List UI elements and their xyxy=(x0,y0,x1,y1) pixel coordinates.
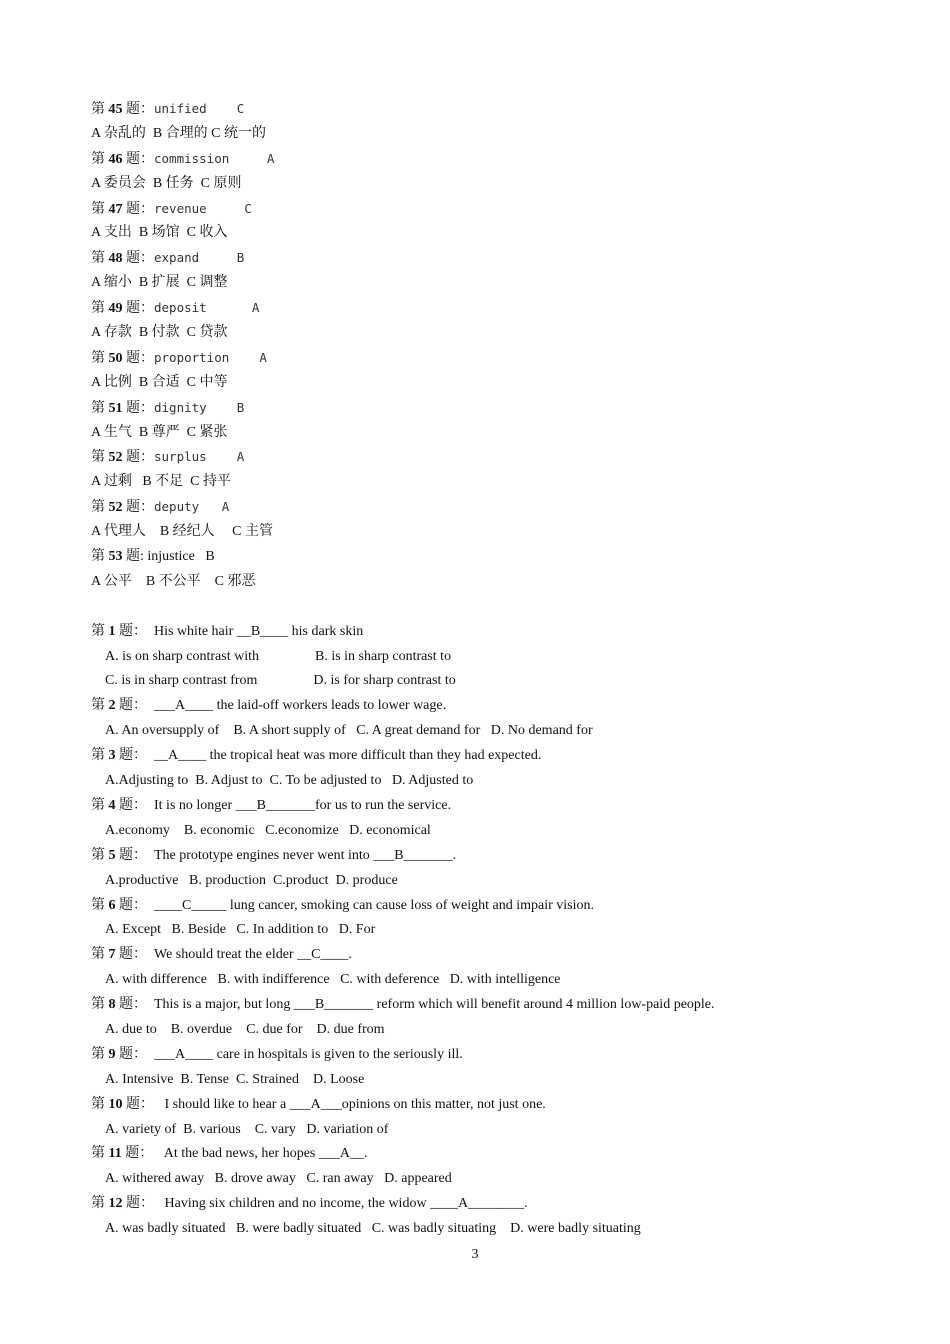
vocab-word-answer: surplus A xyxy=(154,449,245,465)
question-number: 1 xyxy=(108,623,116,639)
question-stem: At the bad news, her hopes ___A__. xyxy=(160,1146,368,1162)
question-suffix: 题： xyxy=(115,897,154,913)
question-line xyxy=(91,844,891,869)
vocab-options: A 代理人 B 经纪人 C 主管 xyxy=(91,524,274,540)
question-stem: Having six children and no income, the widow ____A________. xyxy=(161,1196,528,1212)
question-suffix: 题： xyxy=(122,151,154,167)
question-number: 6 xyxy=(108,897,116,913)
question-number: 2 xyxy=(108,698,116,714)
question-suffix: 题： xyxy=(115,748,154,764)
vocab-options: A 杂乱的 B 合理的 C 统一的 xyxy=(91,125,267,141)
question-prefix: 第 xyxy=(91,997,109,1013)
vocab-word-answer: revenue C xyxy=(154,200,252,216)
question-suffix: 题： xyxy=(121,1146,161,1162)
question-prefix: 第 xyxy=(91,947,109,963)
question-number: 7 xyxy=(108,947,116,963)
vocab-question-line xyxy=(91,346,891,371)
answer-options: A. Except B. Beside C. In addition to D. For xyxy=(105,922,376,938)
vocab-options: A 缩小 B 扩展 C 调整 xyxy=(91,275,228,291)
question-suffix: 题： xyxy=(122,350,154,366)
question-line xyxy=(91,943,891,968)
question-suffix: 题： xyxy=(115,623,154,639)
answer-options: A. is on sharp contrast with B. is in sharp contrast to xyxy=(105,648,452,664)
question-prefix: 第 xyxy=(91,102,109,117)
vocab-options: A 生气 B 尊严 C 紧张 xyxy=(91,424,228,440)
question-stem: I should like to hear a ___A___opinions on this matter, not just one. xyxy=(161,1096,546,1112)
answer-options: A. An oversupply of B. A short supply of C. A great demand for D. No demand for xyxy=(105,723,593,739)
question-stem: This is a major, but long ___B_______ reform which will benefit around 4 million low-paid people. xyxy=(154,997,715,1013)
question-stem: The prototype engines never went into ___B_______. xyxy=(154,847,457,863)
page-number: 3 xyxy=(471,1247,479,1262)
vocab-word-answer: deposit A xyxy=(154,300,260,316)
question-number: 51 xyxy=(108,400,123,416)
question-line xyxy=(91,1142,891,1167)
question-prefix: 第 xyxy=(91,1096,109,1112)
question-prefix: 第 xyxy=(91,1146,109,1162)
question-stem: We should treat the elder __C____. xyxy=(154,947,352,963)
question-suffix: 题： xyxy=(122,102,154,117)
vocab-word-answer: deputy A xyxy=(154,499,230,515)
question-number: 50 xyxy=(108,350,123,366)
question-prefix: 第 xyxy=(91,549,109,565)
vocab-word-answer: dignity B xyxy=(154,399,245,415)
question-prefix: 第 xyxy=(91,400,109,416)
question-prefix: 第 xyxy=(91,1196,109,1212)
vocab-question-line xyxy=(91,495,891,520)
question-line xyxy=(91,694,891,719)
question-line xyxy=(91,744,891,769)
vocab-question-line xyxy=(91,246,891,271)
question-line xyxy=(91,1093,891,1118)
question-number: 9 xyxy=(108,1046,116,1062)
question-stem: __A____ the tropical heat was more difficult than they had expected. xyxy=(154,748,542,764)
vocab-word-answer: injustice B xyxy=(147,549,215,565)
vocab-question-line xyxy=(91,147,891,172)
question-suffix: 题： xyxy=(122,301,154,317)
question-suffix: 题： xyxy=(115,797,154,813)
document-body xyxy=(91,97,891,1242)
answer-options: A. due to B. overdue C. due for D. due from xyxy=(105,1021,385,1037)
vocab-question-line xyxy=(91,197,891,222)
vocab-question-line xyxy=(91,97,891,122)
vocab-options: A 存款 B 付款 C 贷款 xyxy=(91,325,228,341)
answer-options: A. variety of B. various C. vary D. variation of xyxy=(105,1121,389,1137)
question-suffix: 题： xyxy=(115,698,154,714)
question-number: 46 xyxy=(108,151,123,167)
question-suffix: 题： xyxy=(122,201,154,217)
question-line xyxy=(91,620,891,645)
question-number: 52 xyxy=(108,500,123,516)
answer-options: A.economy B. economic C.economize D. economical xyxy=(105,822,431,838)
question-number: 8 xyxy=(108,997,116,1013)
vocab-options: A 公平 B 不公平 C 邪恶 xyxy=(91,573,256,589)
question-suffix: 题： xyxy=(122,1096,161,1112)
vocab-word-answer: commission A xyxy=(154,150,275,166)
question-prefix: 第 xyxy=(91,797,109,813)
question-number: 4 xyxy=(108,797,116,813)
question-prefix: 第 xyxy=(91,623,109,639)
answer-options: A.productive B. production C.product D. produce xyxy=(105,872,398,888)
question-line xyxy=(91,993,891,1018)
answer-options: C. is in sharp contrast from D. is for sharp contrast to xyxy=(105,673,456,689)
question-number: 52 xyxy=(108,450,123,466)
question-number: 47 xyxy=(108,201,123,217)
question-suffix: 题： xyxy=(122,450,154,466)
question-prefix: 第 xyxy=(91,500,109,516)
section-gap xyxy=(91,595,891,620)
question-prefix: 第 xyxy=(91,1046,109,1062)
question-number: 5 xyxy=(108,847,116,863)
question-suffix: 题： xyxy=(115,1046,154,1062)
question-line xyxy=(91,1043,891,1068)
question-number: 45 xyxy=(108,102,123,117)
vocab-options: A 过剩 B 不足 C 持平 xyxy=(91,474,232,490)
question-line xyxy=(91,794,891,819)
vocab-question-line xyxy=(91,396,891,421)
question-number: 49 xyxy=(108,301,123,317)
question-stem: ___A____ the laid-off workers leads to lower wage. xyxy=(154,698,447,714)
question-prefix: 第 xyxy=(91,251,109,267)
question-prefix: 第 xyxy=(91,748,109,764)
vocab-word-answer: proportion A xyxy=(154,349,267,365)
vocab-question-line xyxy=(91,296,891,321)
question-suffix: 题： xyxy=(122,400,154,416)
question-suffix: 题： xyxy=(115,947,154,963)
vocab-word-answer: expand B xyxy=(154,250,245,266)
question-line xyxy=(91,894,891,919)
vocab-question-line xyxy=(91,445,891,470)
vocab-options: A 委员会 B 任务 C 原则 xyxy=(91,175,242,191)
question-prefix: 第 xyxy=(91,698,109,714)
question-prefix: 第 xyxy=(91,151,109,167)
question-number: 10 xyxy=(108,1096,123,1112)
answer-options: A. Intensive B. Tense C. Strained D. Loose xyxy=(105,1071,365,1087)
question-suffix: 题： xyxy=(122,500,154,516)
vocab-word-answer: unified C xyxy=(154,101,245,116)
question-suffix: 题： xyxy=(115,997,154,1013)
answer-options: A. withered away B. drove away C. ran away D. appeared xyxy=(105,1171,452,1187)
question-number: 53 xyxy=(108,549,123,565)
question-prefix: 第 xyxy=(91,301,109,317)
question-prefix: 第 xyxy=(91,847,109,863)
answer-options: A. was badly situated B. were badly situated C. was badly situating D. were badly situating xyxy=(105,1221,641,1237)
answer-options: A.Adjusting to B. Adjust to C. To be adjusted to D. Adjusted to xyxy=(105,773,474,789)
question-prefix: 第 xyxy=(91,350,109,366)
question-number: 11 xyxy=(108,1146,122,1162)
vocab-question-line xyxy=(91,545,891,570)
question-stem: His white hair __B____ his dark skin xyxy=(154,623,364,639)
question-stem: ____C_____ lung cancer, smoking can cause loss of weight and impair vision. xyxy=(154,897,594,913)
vocab-options: A 比例 B 合适 C 中等 xyxy=(91,374,228,390)
question-prefix: 第 xyxy=(91,897,109,913)
question-suffix: 题： xyxy=(115,847,154,863)
answer-options: A. with difference B. with indifference C. with deference D. with intelligence xyxy=(105,972,561,988)
question-stem: It is no longer ___B_______for us to run the service. xyxy=(154,797,452,813)
question-prefix: 第 xyxy=(91,201,109,217)
question-stem: ___A____ care in hospitals is given to the seriously ill. xyxy=(154,1046,463,1062)
question-suffix: 题： xyxy=(122,1196,161,1212)
question-number: 12 xyxy=(108,1196,123,1212)
question-number: 48 xyxy=(108,251,123,267)
question-suffix: 题: xyxy=(122,549,148,565)
question-number: 3 xyxy=(108,748,116,764)
question-line xyxy=(91,1192,891,1217)
question-prefix: 第 xyxy=(91,450,109,466)
question-suffix: 题： xyxy=(122,251,154,267)
vocab-options: A 支出 B 场馆 C 收入 xyxy=(91,225,228,241)
